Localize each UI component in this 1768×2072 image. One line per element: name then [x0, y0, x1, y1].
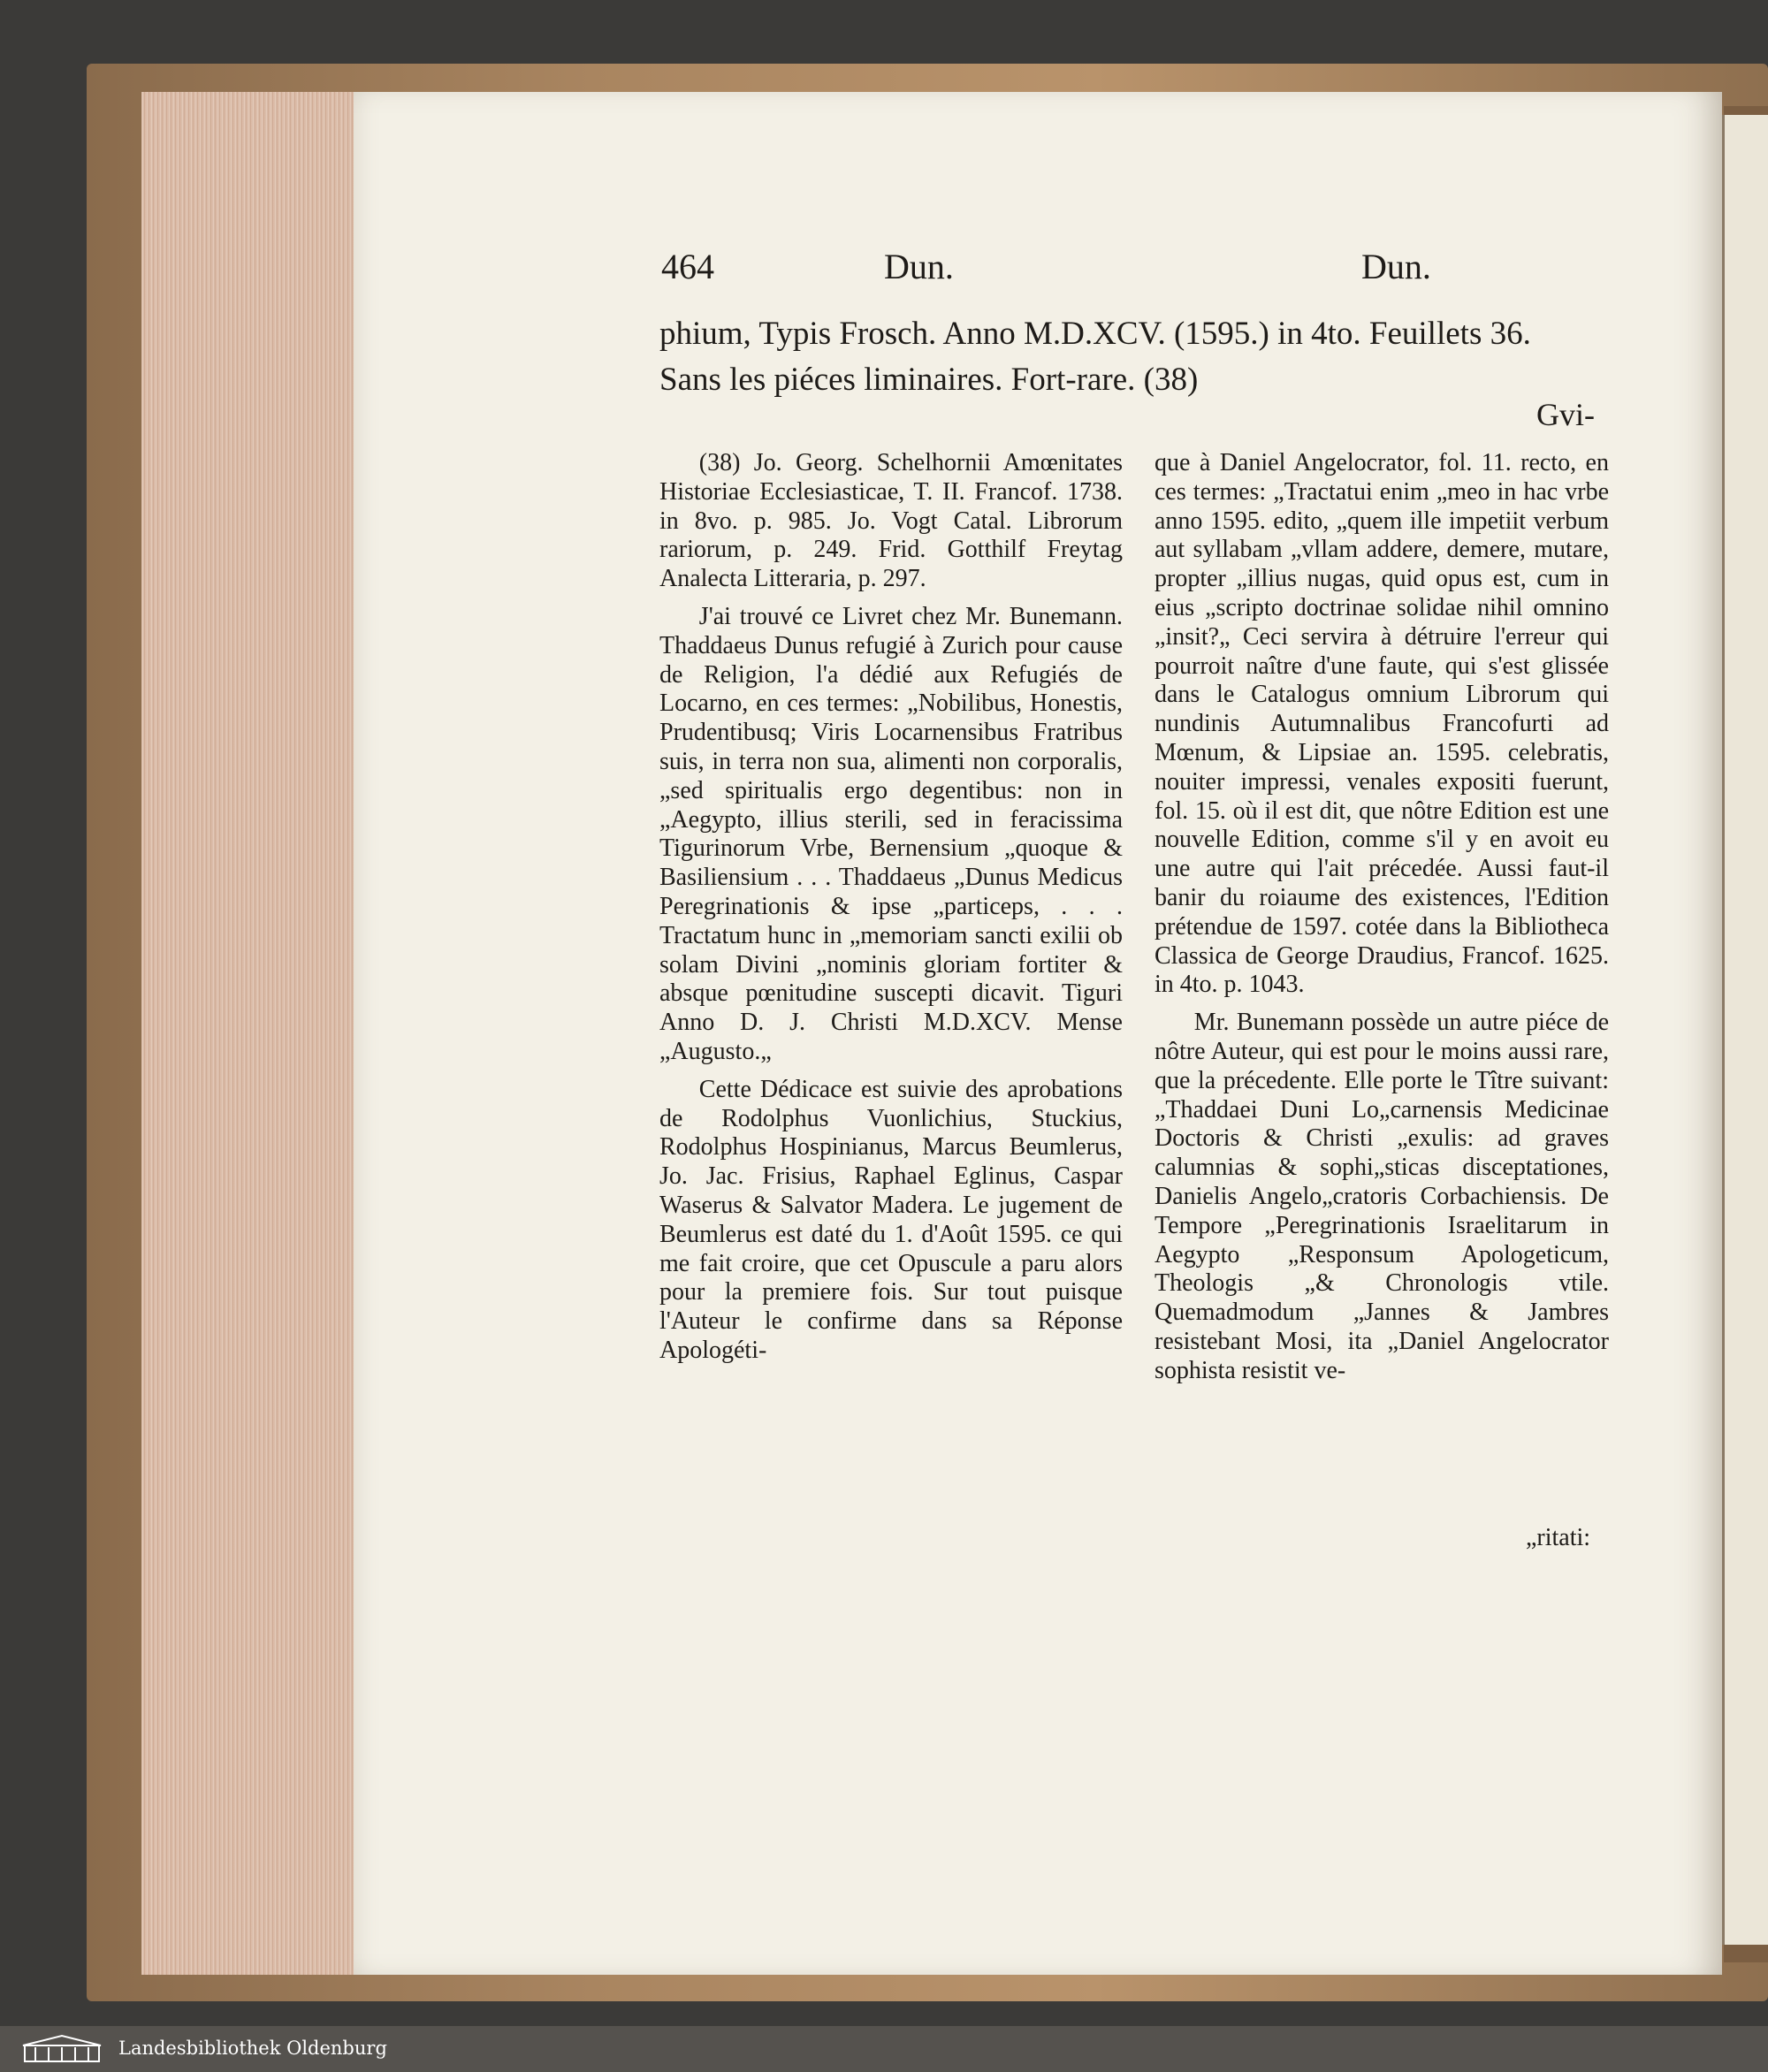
library-building-icon	[18, 2033, 106, 2065]
intro-text	[659, 311, 1614, 403]
catchword-bottom: „ritati:	[1526, 1524, 1591, 1551]
right-column	[1155, 449, 1609, 1395]
paragraph-dedication: J'ai trouvé ce Livret chez Mr. Bunemann. Thaddaeus Dunus refugié à Zurich pour cause de Religion, l'a dédié aux Refugiés de Locarno, en ces termes: „Nobilibus, Honestis, Prudentibusq; Viris Locarnensibus Fratribus suis, in terra non sua, alimenti non corporalis, „sed spiritualis ergo degentibus: non in „Aegypto, illius sterili, sed in feracissima Tigurinorum Vrbe, Bernensium „quoque & Basiliensium . . . Thaddaeus „Dunus Medicus Peregrinationis & ipse „particeps, . . . Tractatum hunc in „memoriam sancti exilii ob solam Divini „nominis gloriam fortiter & absque pœnitudine suscepti dicavit. Tiguri Anno D. J. Christi M.D.XCV. Mense „Augusto.„	[659, 602, 1123, 1065]
footer-bar	[0, 2026, 1768, 2072]
footer-label: Landesbibliothek Oldenburg	[118, 2038, 387, 2059]
running-header-right: Dun.	[1361, 247, 1431, 286]
catchword-top: Gvi-	[1536, 397, 1595, 432]
paragraph-response: que à Daniel Angelocrator, fol. 11. recto, en ces termes: „Tractatui enim „meo in hac vrbe anno 1595. edito, „quem ille impetiit verbum aut syllabam „vllam addere, demere, mutare, propter „illius nugas, quid opus est, cum in eius „scripto doctrinae solidae nihil omnino „insit?„ Ceci servira à détruire l'erreur qui pourroit naître d'une faute, qui s'est glissée dans le Catalogus omnium Librorum qui nundinis Autumnalibus Francofurti ad Mœnum, & Lipsiae an. 1595. celebratis, nouiter impressi, venales expositi fuerunt, fol. 15. où il est dit, que nôtre Edition est une nouvelle Edition, comme s'il y en avoit eu une autre qui l'ait précedée. Aussi faut-il banir du roiaume des existences, l'Edition prétendue de 1597. cotée dans la Bibliotheca Classica de George Draudius, Francof. 1625. in 4to. p. 1043.	[1155, 449, 1609, 999]
intro-line-1: phium, Typis Frosch. Anno M.D.XCV. (1595.) in 4to. Feuillets 36.	[659, 316, 1531, 352]
facing-page-edge	[1722, 115, 1768, 1945]
paragraph-other-piece: Mr. Bunemann possède un autre piéce de nôtre Auteur, qui est pour le moins aussi rare, que la précedente. Elle porte le Tître suivant: „Thaddaei Duni Lo„carnensis Medicinae Doctoris & Christi „exulis: ad graves calumnias & sophi„sticas disceptationes, Danielis Angelo„cratoris Corbachiensis. De Tempore „Peregrinationis Israelitarum in Aegypto „Responsum Apologeticum, Theologis „& Chronologis vtile. Quemadmodum „Jannes & Jambres resistebant Mosi, ita „Daniel Angelocrator sophista resistit ve-	[1155, 1009, 1609, 1384]
footnote-paragraph: (38) Jo. Georg. Schelhornii Amœnitates Historiae Ecclesiasticae, T. II. Francof. 1738. in 8vo. p. 985. Jo. Vogt Catal. Librorum rariorum, p. 249. Frid. Gotthilf Freytag Analecta Litteraria, p. 297.	[659, 449, 1123, 593]
page-stack-edges	[141, 92, 355, 1975]
page-number: 464	[661, 247, 714, 286]
paragraph-approbations: Cette Dédicace est suivie des aprobations de Rodolphus Vuonlichius, Stuckius, Rodolphus Hospinianus, Marcus Beumlerus, Jo. Jac. Frisius, Raphael Eglinus, Caspar Waserus & Salvator Madera. Le jugement de Beumlerus est daté du 1. d'Août 1595. ce qui me fait croire, que cet Opuscule a paru alors pour la premiere fois. Sur tout puisque l'Auteur le confirme dans sa Réponse Apologéti-	[659, 1075, 1123, 1364]
running-header-left: Dun.	[884, 247, 954, 286]
left-column	[659, 449, 1123, 1375]
intro-line-2: Sans les piéces liminaires. Fort-rare. (38)	[659, 362, 1199, 398]
